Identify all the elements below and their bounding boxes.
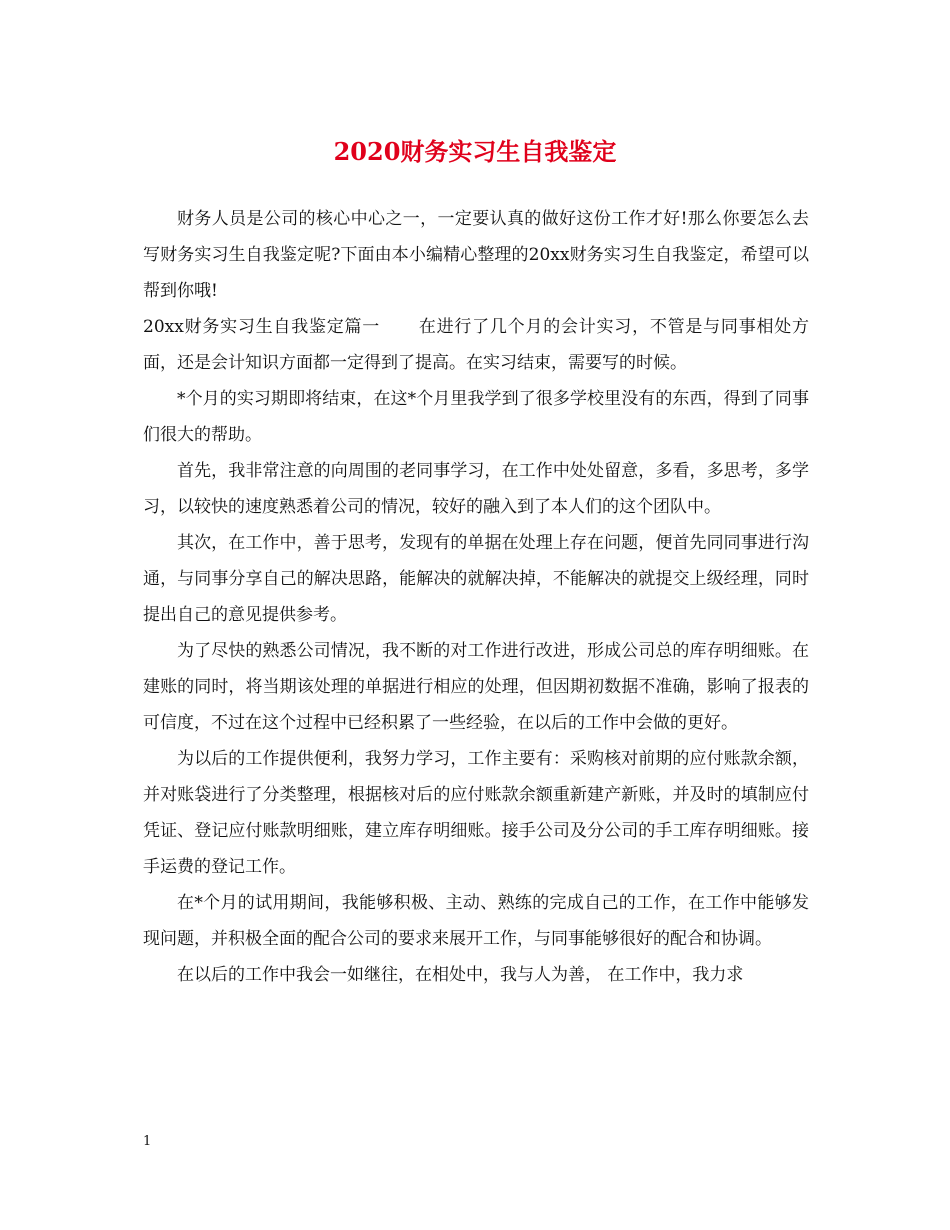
body-paragraph: 首先，我非常注意的向周围的老同事学习，在工作中处处留意，多看，多思考，多学习，以较快的速度熟悉着公司的情况，较好的融入到了本人们的这个团队中。	[143, 461, 809, 517]
section-paragraph	[143, 309, 809, 381]
intro-paragraph: 财务人员是公司的核心中心之一，一定要认真的做好这份工作才好!那么你要怎么去写财务实习生自我鉴定呢?下面由本小编精心整理的20xx财务实习生自我鉴定，希望可以帮到你哦!	[143, 209, 809, 301]
body-paragraph: 在*个月的试用期间，我能够积极、主动、熟练的完成自己的工作，在工作中能够发现问题，并积极全面的配合公司的要求来展开工作，与同事能够很好的配合和协调。	[143, 893, 809, 949]
document-body	[143, 201, 809, 993]
body-paragraph: 在以后的工作中我会一如继往，在相处中，我与人为善， 在工作中，我力求	[177, 965, 744, 985]
body-paragraph: 为了尽快的熟悉公司情况，我不断的对工作进行改进，形成公司总的库存明细账。在建账的同时，将当期该处理的单据进行相应的处理，但因期初数据不准确，影响了报表的可信度，不过在这个过程中已经积累了一些经验，在以后的工作中会做的更好。	[143, 641, 809, 733]
section-lead: 在进行了几个月的会计实习，不管是与同事相处方面，还是会计知识方面都一定得到了提高。在实习结束，需要写的时候。	[143, 317, 810, 373]
body-paragraph: *个月的实习期即将结束，在这*个月里我学到了很多学校里没有的东西，得到了同事们很大的帮助。	[143, 389, 809, 445]
body-paragraph: 其次，在工作中，善于思考，发现有的单据在处理上存在问题，便首先同同事进行沟通，与同事分享自己的解决思路，能解决的就解决掉，不能解决的就提交上级经理，同时提出自己的意见提供参考。	[143, 533, 809, 625]
body-paragraph: 为以后的工作提供便利，我努力学习，工作主要有：采购核对前期的应付账款余额，并对账袋进行了分类整理，根据核对后的应付账款余额重新建产新账，并及时的填制应付凭证、登记应付账款明细账，建立库存明细账。接手公司及分公司的手工库存明细账。接手运费的登记工作。	[143, 749, 809, 877]
document-title: 2020财务实习生自我鉴定	[333, 137, 617, 166]
section-heading: 20xx财务实习生自我鉴定篇一	[143, 317, 381, 337]
page-number: 1	[143, 1134, 152, 1149]
